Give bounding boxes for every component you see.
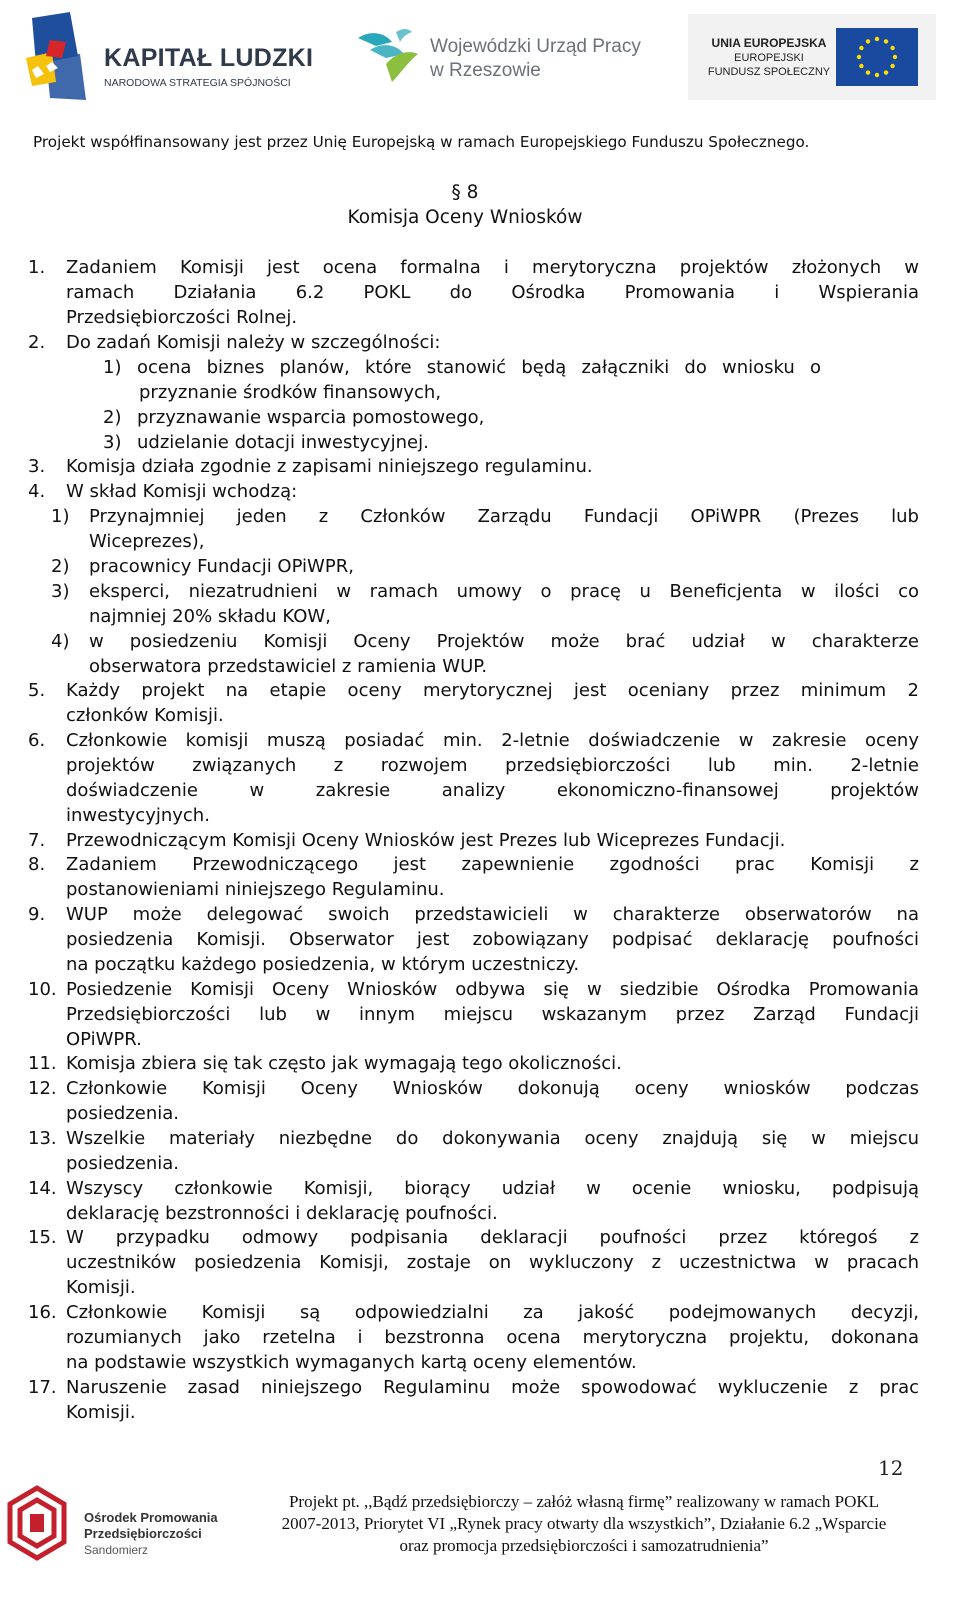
item-line: Do zadań Komisji należy w szczególności: — [66, 332, 441, 353]
item-line: posiedzenia. — [66, 1102, 180, 1124]
item-text — [66, 853, 919, 903]
item-number: 6. — [28, 730, 46, 751]
item-number: 10. — [28, 979, 57, 1000]
item-line: Członkowie Komisji Oceny Wniosków dokonują oceny wniosków podczas — [66, 1078, 919, 1099]
item-line: na początku każdego posiedzenia, w którym uczestniczy. — [66, 953, 580, 975]
item-line: na podstawie wszystkich wymaganych kartą oceny elementów. — [66, 1351, 637, 1373]
osrodek-emblem-icon — [4, 1484, 70, 1562]
item-text — [66, 829, 919, 854]
item-line: Przedsiębiorczości lub w innym miejscu wskazanym przez Zarząd Fundacji — [66, 1003, 919, 1025]
footer-line: 2007-2013, Priorytet VI „Rynek pracy otwarty dla wszystkich”, Działanie 6.2 „Wsparcie — [281, 1514, 887, 1533]
item-number: 2) — [51, 556, 70, 577]
item-text — [66, 455, 919, 480]
item-line: Członkowie Komisji są odpowiedzialni za jakość podejmowanych decyzji, — [66, 1302, 919, 1323]
item-number: 15. — [28, 1227, 57, 1248]
eu-flag-icon — [836, 28, 918, 86]
item-text — [66, 1226, 919, 1301]
item-number: 1. — [28, 257, 46, 278]
item-line: Komisja działa zgodnie z zapisami niniejszego regulaminu. — [66, 456, 593, 477]
item-line: Zadaniem Przewodniczącego jest zapewnienie zgodności prac Komisji z — [66, 854, 919, 875]
item-number: 16. — [28, 1302, 57, 1323]
item-line: Członkowie komisji muszą posiadać min. 2-letnie doświadczenie w zakresie oceny — [66, 730, 919, 751]
item-number: 5. — [28, 680, 46, 701]
item-line: deklarację bezstronności i deklarację poufności. — [66, 1202, 498, 1224]
item-line: ocena biznes planów, które stanowić będą załączniki do wniosku o — [137, 357, 821, 378]
item-text — [89, 555, 919, 580]
item-number: 3. — [28, 456, 46, 477]
wup-rzeszow-logo — [356, 22, 656, 92]
kapital-ludzki-subtitle: NARODOWA STRATEGIA SPÓJNOŚCI — [104, 77, 291, 89]
item-number: 1) — [51, 506, 70, 527]
eu-name-line3: FUNDUSZ SPOŁECZNY — [707, 66, 831, 78]
item-line: ramach Działania 6.2 POKL do Ośrodka Promowania i Wspierania — [66, 281, 919, 303]
item-line: przyznanie środków finansowych, — [139, 381, 442, 403]
footer-line: Projekt pt. ,,Bądź przedsiębiorczy – załóż własną firmę” realizowany w ramach POKL — [288, 1492, 880, 1511]
osrodek-name-line3: Sandomierz — [84, 1543, 149, 1557]
item-number: 12. — [28, 1078, 57, 1099]
item-line: uczestników posiedzenia Komisji, zostaje on wykluczony z uczestnictwa w pracach — [66, 1251, 919, 1273]
item-line: Wszelkie materiały niezbędne do dokonywania oceny znajdują się w miejscu — [66, 1128, 919, 1149]
item-line: eksperci, niezatrudnieni w ramach umowy o pracę u Beneficjenta w ilości co — [89, 581, 919, 602]
item-text — [66, 1077, 919, 1127]
eu-efs-logo — [688, 14, 936, 100]
item-text — [66, 1052, 919, 1077]
item-line: Przynajmniej jeden z Członków Zarządu Fundacji OPiWPR (Prezes lub — [89, 506, 919, 527]
eu-name-line1: UNIA EUROPEJSKA — [711, 36, 827, 50]
item-line: inwestycyjnych. — [66, 804, 210, 826]
item-line: Komisji. — [66, 1401, 136, 1423]
item-line: Każdy projekt na etapie oceny merytorycznej jest oceniany przez minimum 2 — [66, 680, 919, 701]
item-line: przyznawanie wsparcia pomostowego, — [137, 407, 485, 428]
item-number: 7. — [28, 830, 46, 851]
item-line: Wiceprezes), — [89, 530, 205, 552]
item-number: 3) — [103, 432, 122, 453]
eu-name-line2: EUROPEJSKI — [734, 52, 804, 64]
item-number: 2) — [103, 407, 122, 428]
item-line: obserwatora przedstawiciel z ramienia WUP. — [89, 655, 488, 677]
item-text — [137, 356, 821, 406]
item-line: Wszyscy członkowie Komisji, biorący udział w ocenie wniosku, podpisują — [66, 1178, 919, 1199]
item-number: 9. — [28, 904, 46, 925]
item-line: doświadczenie w zakresie analizy ekonomiczno-finansowej projektów — [66, 779, 919, 801]
item-number: 4) — [51, 631, 70, 652]
cofinancing-note: Projekt współfinansowany jest przez Unię Europejską w ramach Europejskiego Funduszu Społecznego. — [33, 133, 810, 151]
kapital-ludzki-emblem-icon — [26, 12, 92, 102]
item-line: Przewodniczącym Komisji Oceny Wniosków jest Prezes lub Wiceprezes Fundacji. — [66, 830, 786, 851]
item-text — [89, 505, 919, 555]
item-text — [89, 630, 919, 680]
item-line: pracownicy Fundacji OPiWPR, — [89, 556, 354, 577]
item-line: Zadaniem Komisji jest ocena formalna i merytoryczna projektów złożonych w — [66, 257, 919, 278]
item-number: 17. — [28, 1377, 57, 1398]
item-line: w posiedzeniu Komisji Oceny Projektów może brać udział w charakterze — [89, 631, 919, 652]
osrodek-name-line1: Ośrodek Promowania — [84, 1510, 218, 1525]
item-number: 4. — [28, 481, 46, 502]
item-line: projektów związanych z rozwojem przedsiębiorczości lub min. 2-letnie — [66, 754, 919, 776]
item-text — [66, 729, 919, 829]
item-line: posiedzenia Komisji. Obserwator jest zobowiązany podpisać deklarację poufności — [66, 928, 919, 950]
item-text — [66, 480, 919, 505]
item-text — [66, 331, 919, 356]
item-line: W przypadku odmowy podpisania deklaracji poufności przez któregoś z — [66, 1227, 919, 1248]
item-line: W skład Komisji wchodzą: — [66, 481, 298, 502]
item-text — [137, 406, 821, 431]
wup-name-line2: w Rzeszowie — [430, 60, 541, 81]
item-line: WUP może delegować swoich przedstawicieli w charakterze obserwatorów na — [66, 904, 919, 925]
item-line: Komisja zbiera się tak często jak wymagają tego okoliczności. — [66, 1053, 622, 1074]
item-text — [137, 431, 821, 456]
item-text — [66, 1127, 919, 1177]
section-symbol: § 8 — [451, 182, 479, 203]
item-number: 3) — [51, 581, 70, 602]
item-text — [66, 903, 919, 978]
item-number: 14. — [28, 1178, 57, 1199]
item-line: postanowieniami niniejszego Regulaminu. — [66, 878, 445, 900]
page-number: 12 — [878, 1456, 904, 1480]
osrodek-name-line2: Przedsiębiorczości — [84, 1526, 202, 1541]
section-title: Komisja Oceny Wniosków — [347, 207, 583, 228]
item-line: najmniej 20% składu KOW, — [89, 605, 331, 627]
item-text — [89, 580, 919, 630]
item-line: Przedsiębiorczości Rolnej. — [66, 306, 298, 328]
kapital-ludzki-title: KAPITAŁ LUDZKI — [104, 44, 314, 72]
item-line: członków Komisji. — [66, 704, 224, 726]
item-line: OPiWPR. — [66, 1028, 142, 1050]
item-line: rozumianych jako rzetelna i bezstronna ocena merytoryczna projektu, dokonana — [66, 1326, 919, 1348]
page-header — [0, 0, 960, 151]
item-number: 2. — [28, 332, 46, 353]
item-text — [66, 679, 919, 729]
item-text — [66, 1177, 919, 1227]
item-line: Komisji. — [66, 1276, 136, 1298]
footer-line: oraz promocja przedsiębiorczości i samozatrudnienia” — [399, 1536, 769, 1555]
wup-name-line1: Wojewódzki Urząd Pracy — [430, 36, 641, 57]
item-number: 1) — [103, 357, 122, 378]
item-number: 8. — [28, 854, 46, 875]
item-text — [66, 256, 919, 331]
item-text — [66, 978, 919, 1053]
item-line: posiedzenia. — [66, 1152, 180, 1174]
item-line: Posiedzenie Komisji Oceny Wniosków odbywa się w siedzibie Ośrodka Promowania — [66, 979, 919, 1000]
item-number: 13. — [28, 1128, 57, 1149]
item-line: Naruszenie zasad niniejszego Regulaminu może spowodować wykluczenie z prac — [66, 1377, 919, 1398]
item-text — [66, 1301, 919, 1376]
footer-project-info — [236, 1491, 932, 1557]
item-text — [66, 1376, 919, 1426]
item-line: udzielanie dotacji inwestycyjnej. — [137, 432, 429, 453]
wup-bird-icon — [356, 24, 420, 86]
osrodek-promowania-logo — [4, 1484, 234, 1564]
item-number: 11. — [28, 1053, 57, 1074]
kapital-ludzki-logo — [18, 12, 314, 104]
